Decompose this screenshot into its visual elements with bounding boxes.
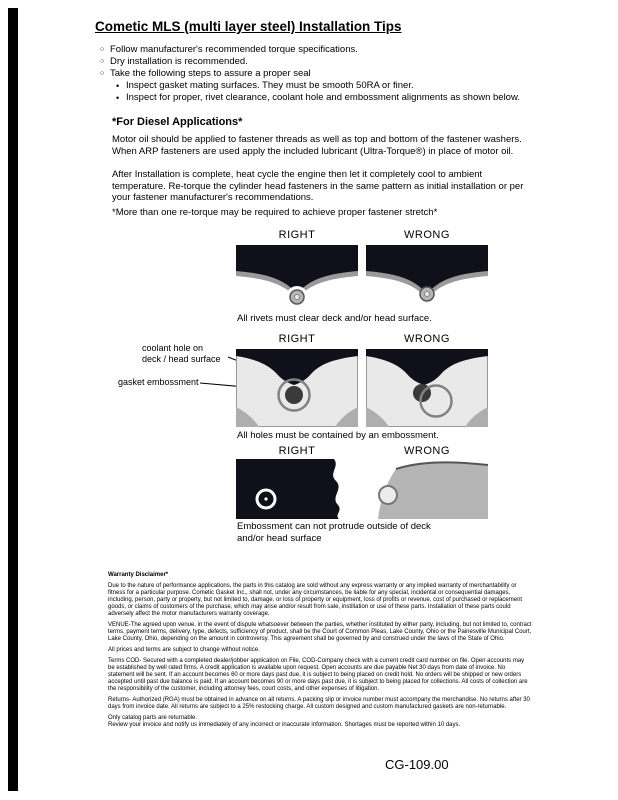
sub-bullet-icon: • (116, 81, 120, 91)
installation-tips-list (100, 44, 540, 104)
tip-subitem (116, 80, 540, 92)
tip-text: Take the following steps to assure a proper seal (110, 68, 311, 79)
row1-wrong-header: WRONG (404, 229, 450, 241)
row3-right-header: RIGHT (278, 445, 316, 457)
legal-paragraph: Terms COD- Secured with a completed dealer/jobber application on File, COD-Company check with a current credit card number on file. Open accounts may be established by well rated firms. A credit application is available upon request. Open accounts are due payable Net 30 days from date of invoice. No statement will be sent. If an account becomes 60 or more days past due, it is subject to being placed on credit hold. No orders will be shipped or new orders accepted until past due balance is paid. If an account becomes 90 or more days past due, it is subject to being placed for collections. All costs of collection are the responsibility of the customer, including attorney fees, court costs, and other expenses of litigation. (108, 658, 528, 692)
row2-wrong-header: WRONG (404, 333, 450, 345)
protrusion-diagram-wrong (366, 459, 488, 519)
tip-text: Follow manufacturer's recommended torque specifications. (110, 44, 358, 55)
row1-right-header: RIGHT (278, 229, 316, 241)
tip-text: Inspect gasket mating surfaces. They must be smooth 50RA or finer. (126, 80, 414, 91)
diesel-applications-heading: *For Diesel Applications* (112, 116, 243, 128)
tip-subitem (116, 92, 540, 104)
diesel-paragraph-2: After Installation is complete, heat cycle the engine then let it completely cool to ambient temperature. Re-torque the cylinder head fasteners in the same pattern as initial installation or per your fastener manufacturer's recommendations. (112, 169, 524, 203)
legal-paragraph: Only catalog parts are returnable. (108, 715, 198, 721)
tip-text: Inspect for proper, rivet clearance, coolant hole and embossment alignments as shown below. (126, 92, 520, 103)
row3-caption: Embossment can not protrude outside of deck and/or head surface (237, 521, 431, 544)
legal-paragraph: Returns- Authorized (RGA) must be obtained in advance on all returns. A packing slip or invoice number must accompany the merchandise. No returns after 30 days from invoice date. All returns are subject to a 25% restocking charge. All custom designed and custom manufactured gaskets are non-returnable. (108, 697, 530, 710)
row3-wrong-header: WRONG (404, 445, 450, 457)
left-black-bar (8, 8, 18, 791)
page-title: Cometic MLS (multi layer steel) Installation Tips (95, 19, 402, 34)
tip-text: Dry installation is recommended. (110, 56, 248, 67)
bullet-icon: ○ (100, 70, 105, 77)
legal-paragraph: VENUE-The agreed upon venue, in the event of dispute whatsoever between the parties, whether instituted by either party, including, but not limited to, contract terms, payment terms, delivery, type, defects, sufficiency of product, shall be the Court of Common Pleas, Lake County, Ohio or the Painesville Municipal Court, Lake County, Ohio, depending on the amount in controversy. This agreement shall be governed by and construed under the laws of the State of Ohio. (108, 622, 532, 642)
row2-caption: All holes must be contained by an embossment. (237, 430, 439, 441)
rivet-diagram-right (236, 245, 358, 309)
tip-item (100, 44, 540, 56)
page-number: CG-109.00 (385, 757, 449, 772)
diesel-paragraph-1: Motor oil should be applied to fastener threads as well as top and bottom of the fastener washers. When ARP fasteners are used apply the included lubricant (Ultra-Torque®) in place of motor oil. (112, 134, 522, 157)
protrusion-diagram-right (236, 459, 358, 519)
warranty-disclaimer-heading: Warranty Disclaimer* (108, 572, 169, 578)
retorque-note: *More than one re-torque may be required to achieve proper fastener stretch* (112, 207, 438, 218)
legal-paragraph: Due to the nature of performance applications, the parts in this catalog are sold without any express warranty or any implied warranty of merchantability or fitness for a particular purpose. Cometic Gasket Inc., shall not, under any circumstances, be liable for any special, incidental or consequential damages, including, person, party or property, but not limited to, damage, or loss of property or equipment, loss of profits or revenue, cost of purchased or replacement goods, or claims of customers of the purchase, which may arise and/or result from sale, instillation or use of these parts. Installation of these parts could adversely affect the motor manufacturers warranty coverage. (108, 583, 523, 617)
legal-section (108, 572, 532, 729)
sub-bullet-icon: • (116, 93, 120, 103)
coolant-hole-label: coolant hole on deck / head surface (142, 343, 221, 364)
legal-paragraph: Review your invoice and notify us immediately of any incorrect or inaccurate information. Shortages must be reported within 10 days. (108, 722, 461, 728)
rivet-diagram-wrong (366, 245, 488, 309)
gasket-embossment-label: gasket embossment (118, 377, 199, 387)
embossment-diagram-right (236, 349, 358, 427)
row2-right-header: RIGHT (278, 333, 316, 345)
bullet-icon: ○ (100, 58, 105, 65)
bullet-icon: ○ (100, 46, 105, 53)
row1-caption: All rivets must clear deck and/or head surface. (237, 313, 432, 324)
legal-paragraph: All prices and terms are subject to change without notice. (108, 647, 260, 653)
embossment-diagram-wrong (366, 349, 488, 427)
tip-item (100, 68, 540, 80)
tip-item (100, 56, 540, 68)
